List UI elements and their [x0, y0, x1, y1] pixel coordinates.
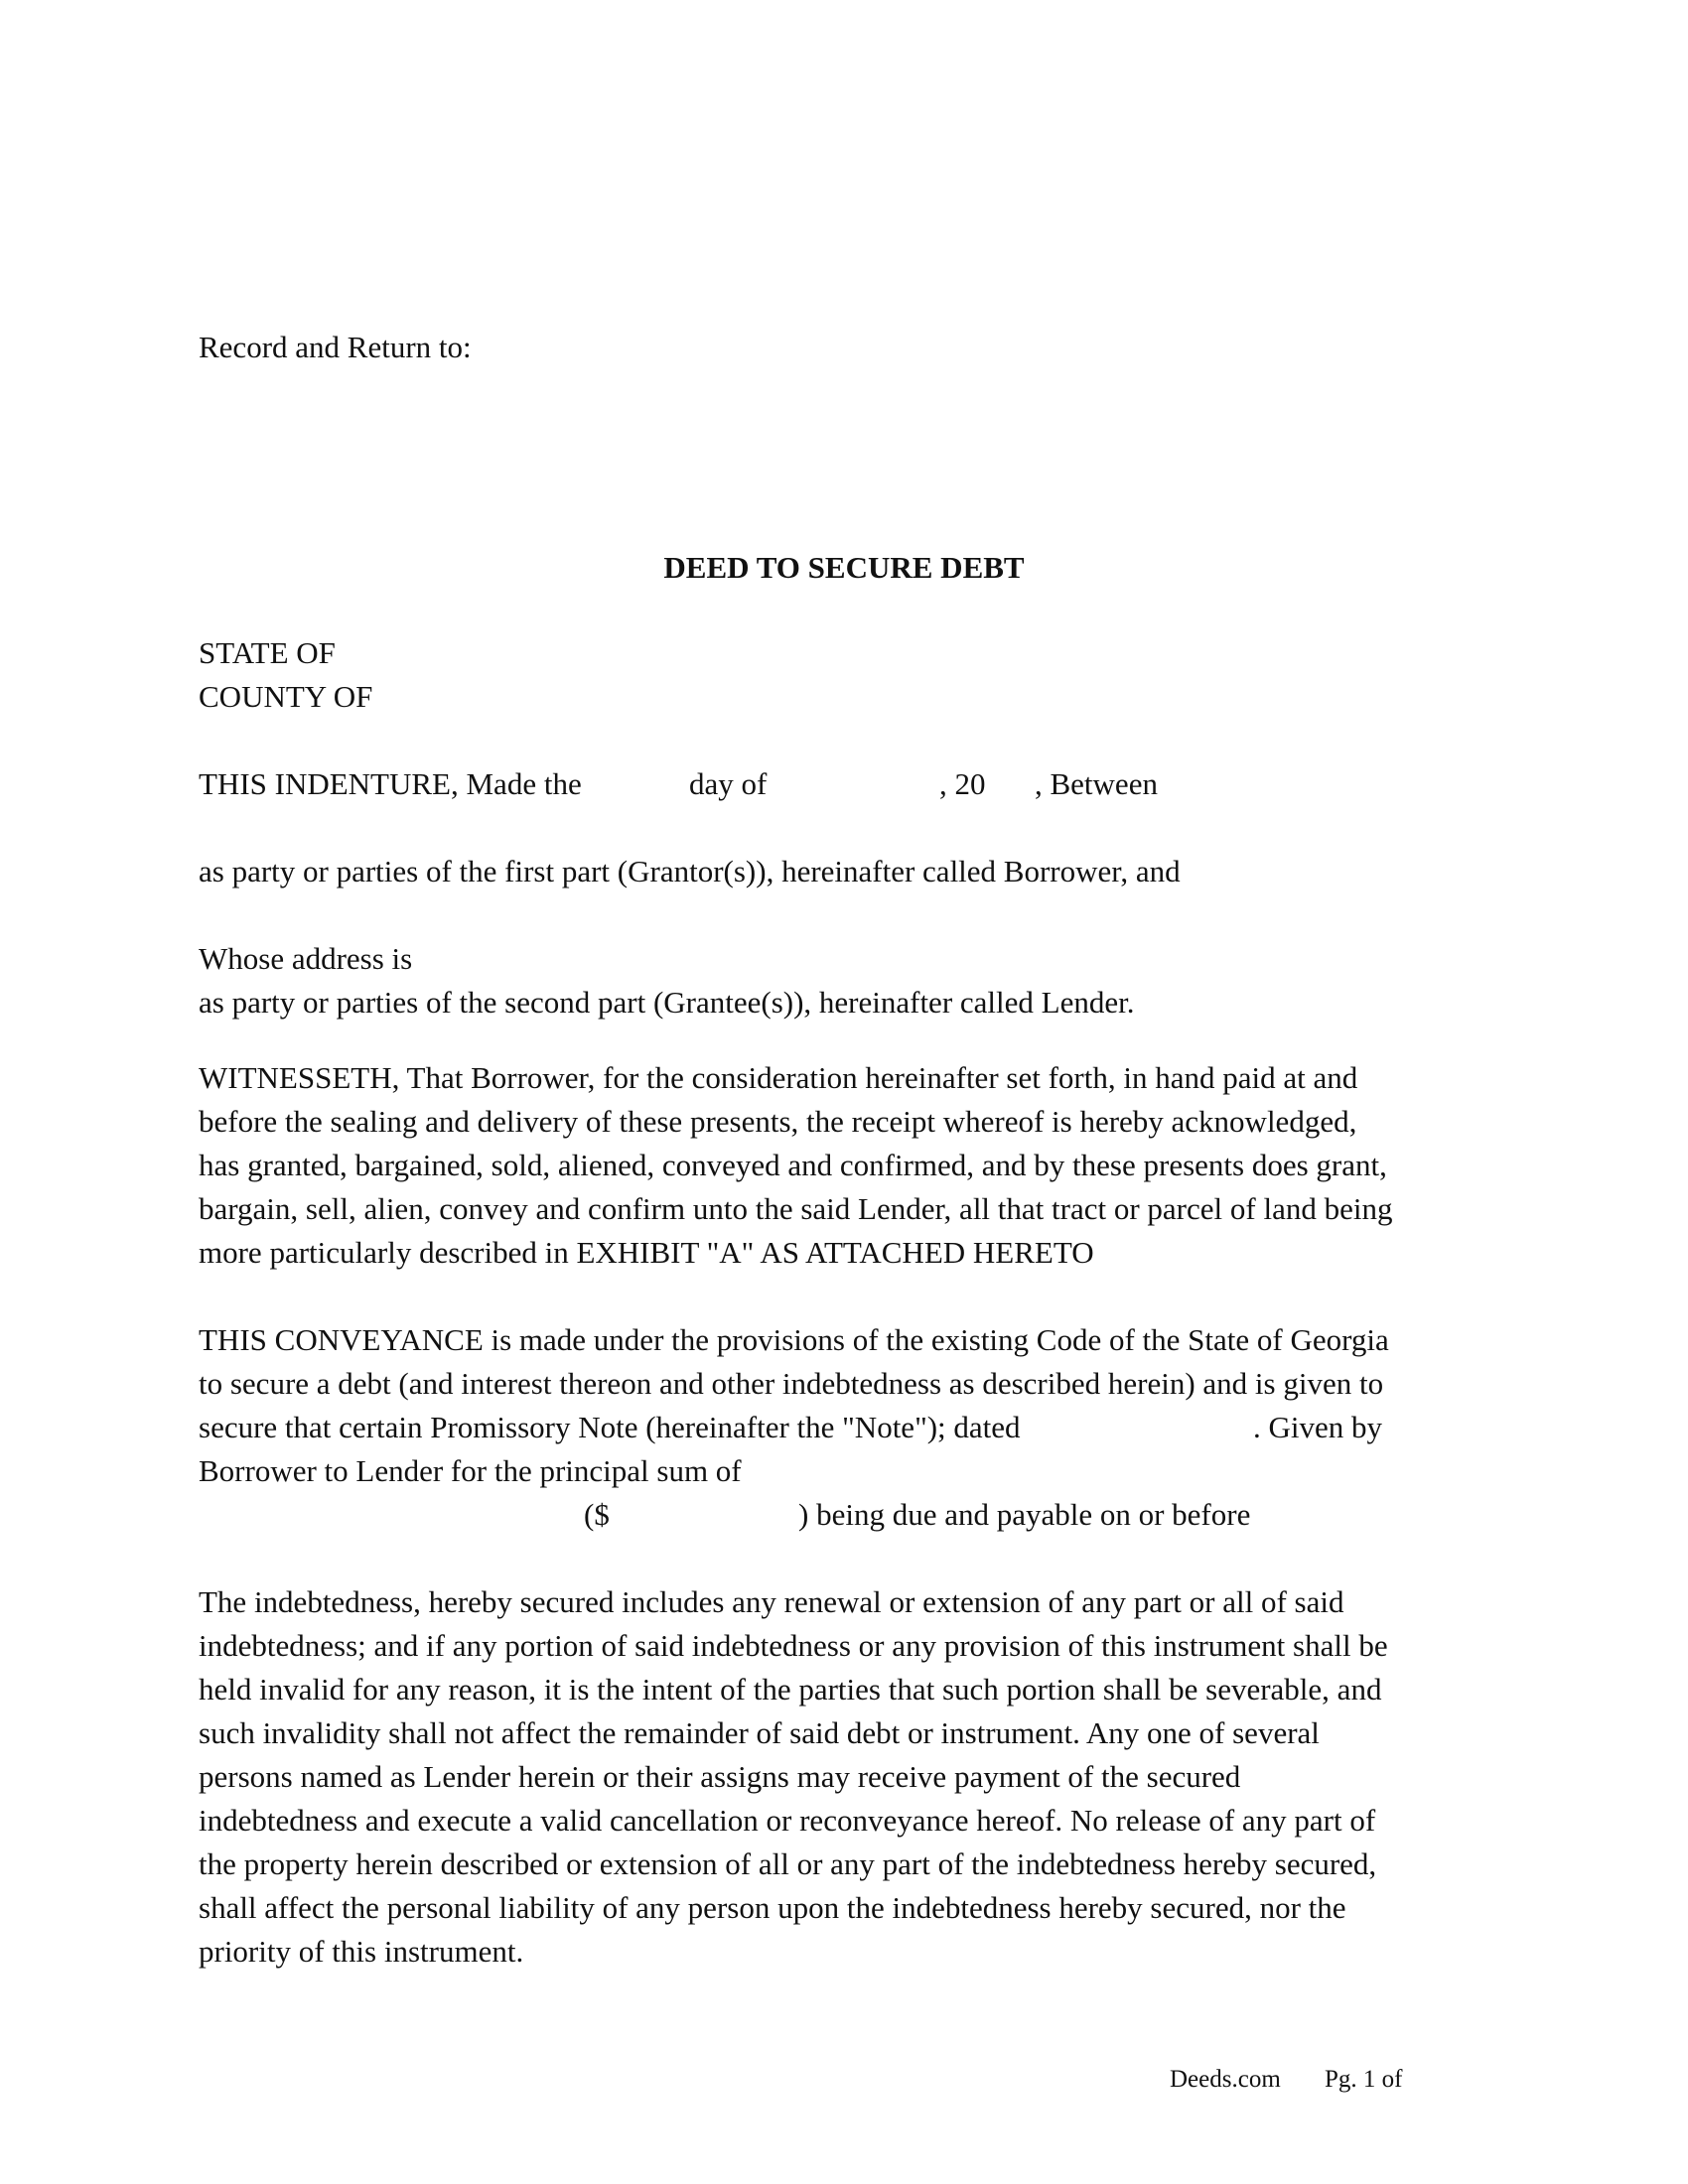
footer-site: Deeds.com	[1170, 2066, 1281, 2093]
indenture-between: , Between	[1035, 766, 1158, 801]
footer-page-number: Pg. 1 of	[1325, 2066, 1403, 2093]
conveyance-dollar-open: ($	[584, 1497, 610, 1532]
witnesseth-line: more particularly described in EXHIBIT "A" AS ATTACHED HERETO	[199, 1235, 1094, 1270]
witnesseth-line: has granted, bargained, sold, aliened, conveyed and confirmed, and by these presents does grant,	[199, 1148, 1387, 1182]
indebtedness-line: indebtedness; and if any portion of said indebtedness or any provision of this instrument shall be	[199, 1628, 1388, 1663]
witnesseth-line: bargain, sell, alien, convey and confirm unto the said Lender, all that tract or parcel of land being	[199, 1191, 1393, 1226]
conveyance-principal-sum: Borrower to Lender for the principal sum of	[199, 1453, 742, 1488]
conveyance-due-payable: ) being due and payable on or before	[798, 1497, 1251, 1532]
whose-address-label: Whose address is	[199, 941, 413, 976]
indebtedness-line: held invalid for any reason, it is the intent of the parties that such portion shall be severable, and	[199, 1672, 1382, 1706]
indebtedness-line: shall affect the personal liability of any person upon the indebtedness hereby secured, nor the	[199, 1890, 1346, 1925]
witnesseth-line: WITNESSETH, That Borrower, for the consideration hereinafter set forth, in hand paid at and	[199, 1060, 1358, 1095]
indenture-year: , 20	[939, 766, 986, 801]
indebtedness-line: The indebtedness, hereby secured includes any renewal or extension of any part or all of said	[199, 1584, 1344, 1619]
document-title: DEED TO SECURE DEBT	[663, 550, 1025, 585]
conveyance-note-dated: secure that certain Promissory Note (hereinafter the "Note"); dated	[199, 1410, 1021, 1444]
indebtedness-line: indebtedness and execute a valid cancellation or reconveyance hereof. No release of any part of	[199, 1803, 1376, 1838]
indebtedness-line: such invalidity shall not affect the remainder of said debt or instrument. Any one of several	[199, 1715, 1320, 1750]
second-part-line: as party or parties of the second part (Grantee(s)), hereinafter called Lender.	[199, 985, 1135, 1020]
indenture-made-the: THIS INDENTURE, Made the	[199, 766, 582, 801]
conveyance-line: THIS CONVEYANCE is made under the provisions of the existing Code of the State of Georgia	[199, 1322, 1389, 1357]
conveyance-given-by: . Given by	[1253, 1410, 1383, 1444]
record-return-label: Record and Return to:	[199, 330, 472, 364]
county-label: COUNTY OF	[199, 679, 373, 714]
first-part-line: as party or parties of the first part (Grantor(s)), hereinafter called Borrower, and	[199, 854, 1181, 888]
indebtedness-line: the property herein described or extension of all or any part of the indebtedness hereby secured,	[199, 1846, 1377, 1881]
indebtedness-line: persons named as Lender herein or their assigns may receive payment of the secured	[199, 1759, 1241, 1794]
indebtedness-line: priority of this instrument.	[199, 1934, 524, 1969]
indenture-day-of: day of	[689, 766, 768, 801]
witnesseth-line: before the sealing and delivery of these presents, the receipt whereof is hereby acknowledged,	[199, 1104, 1357, 1139]
state-label: STATE OF	[199, 635, 336, 670]
conveyance-line: to secure a debt (and interest thereon and other indebtedness as described herein) and is given to	[199, 1366, 1384, 1401]
